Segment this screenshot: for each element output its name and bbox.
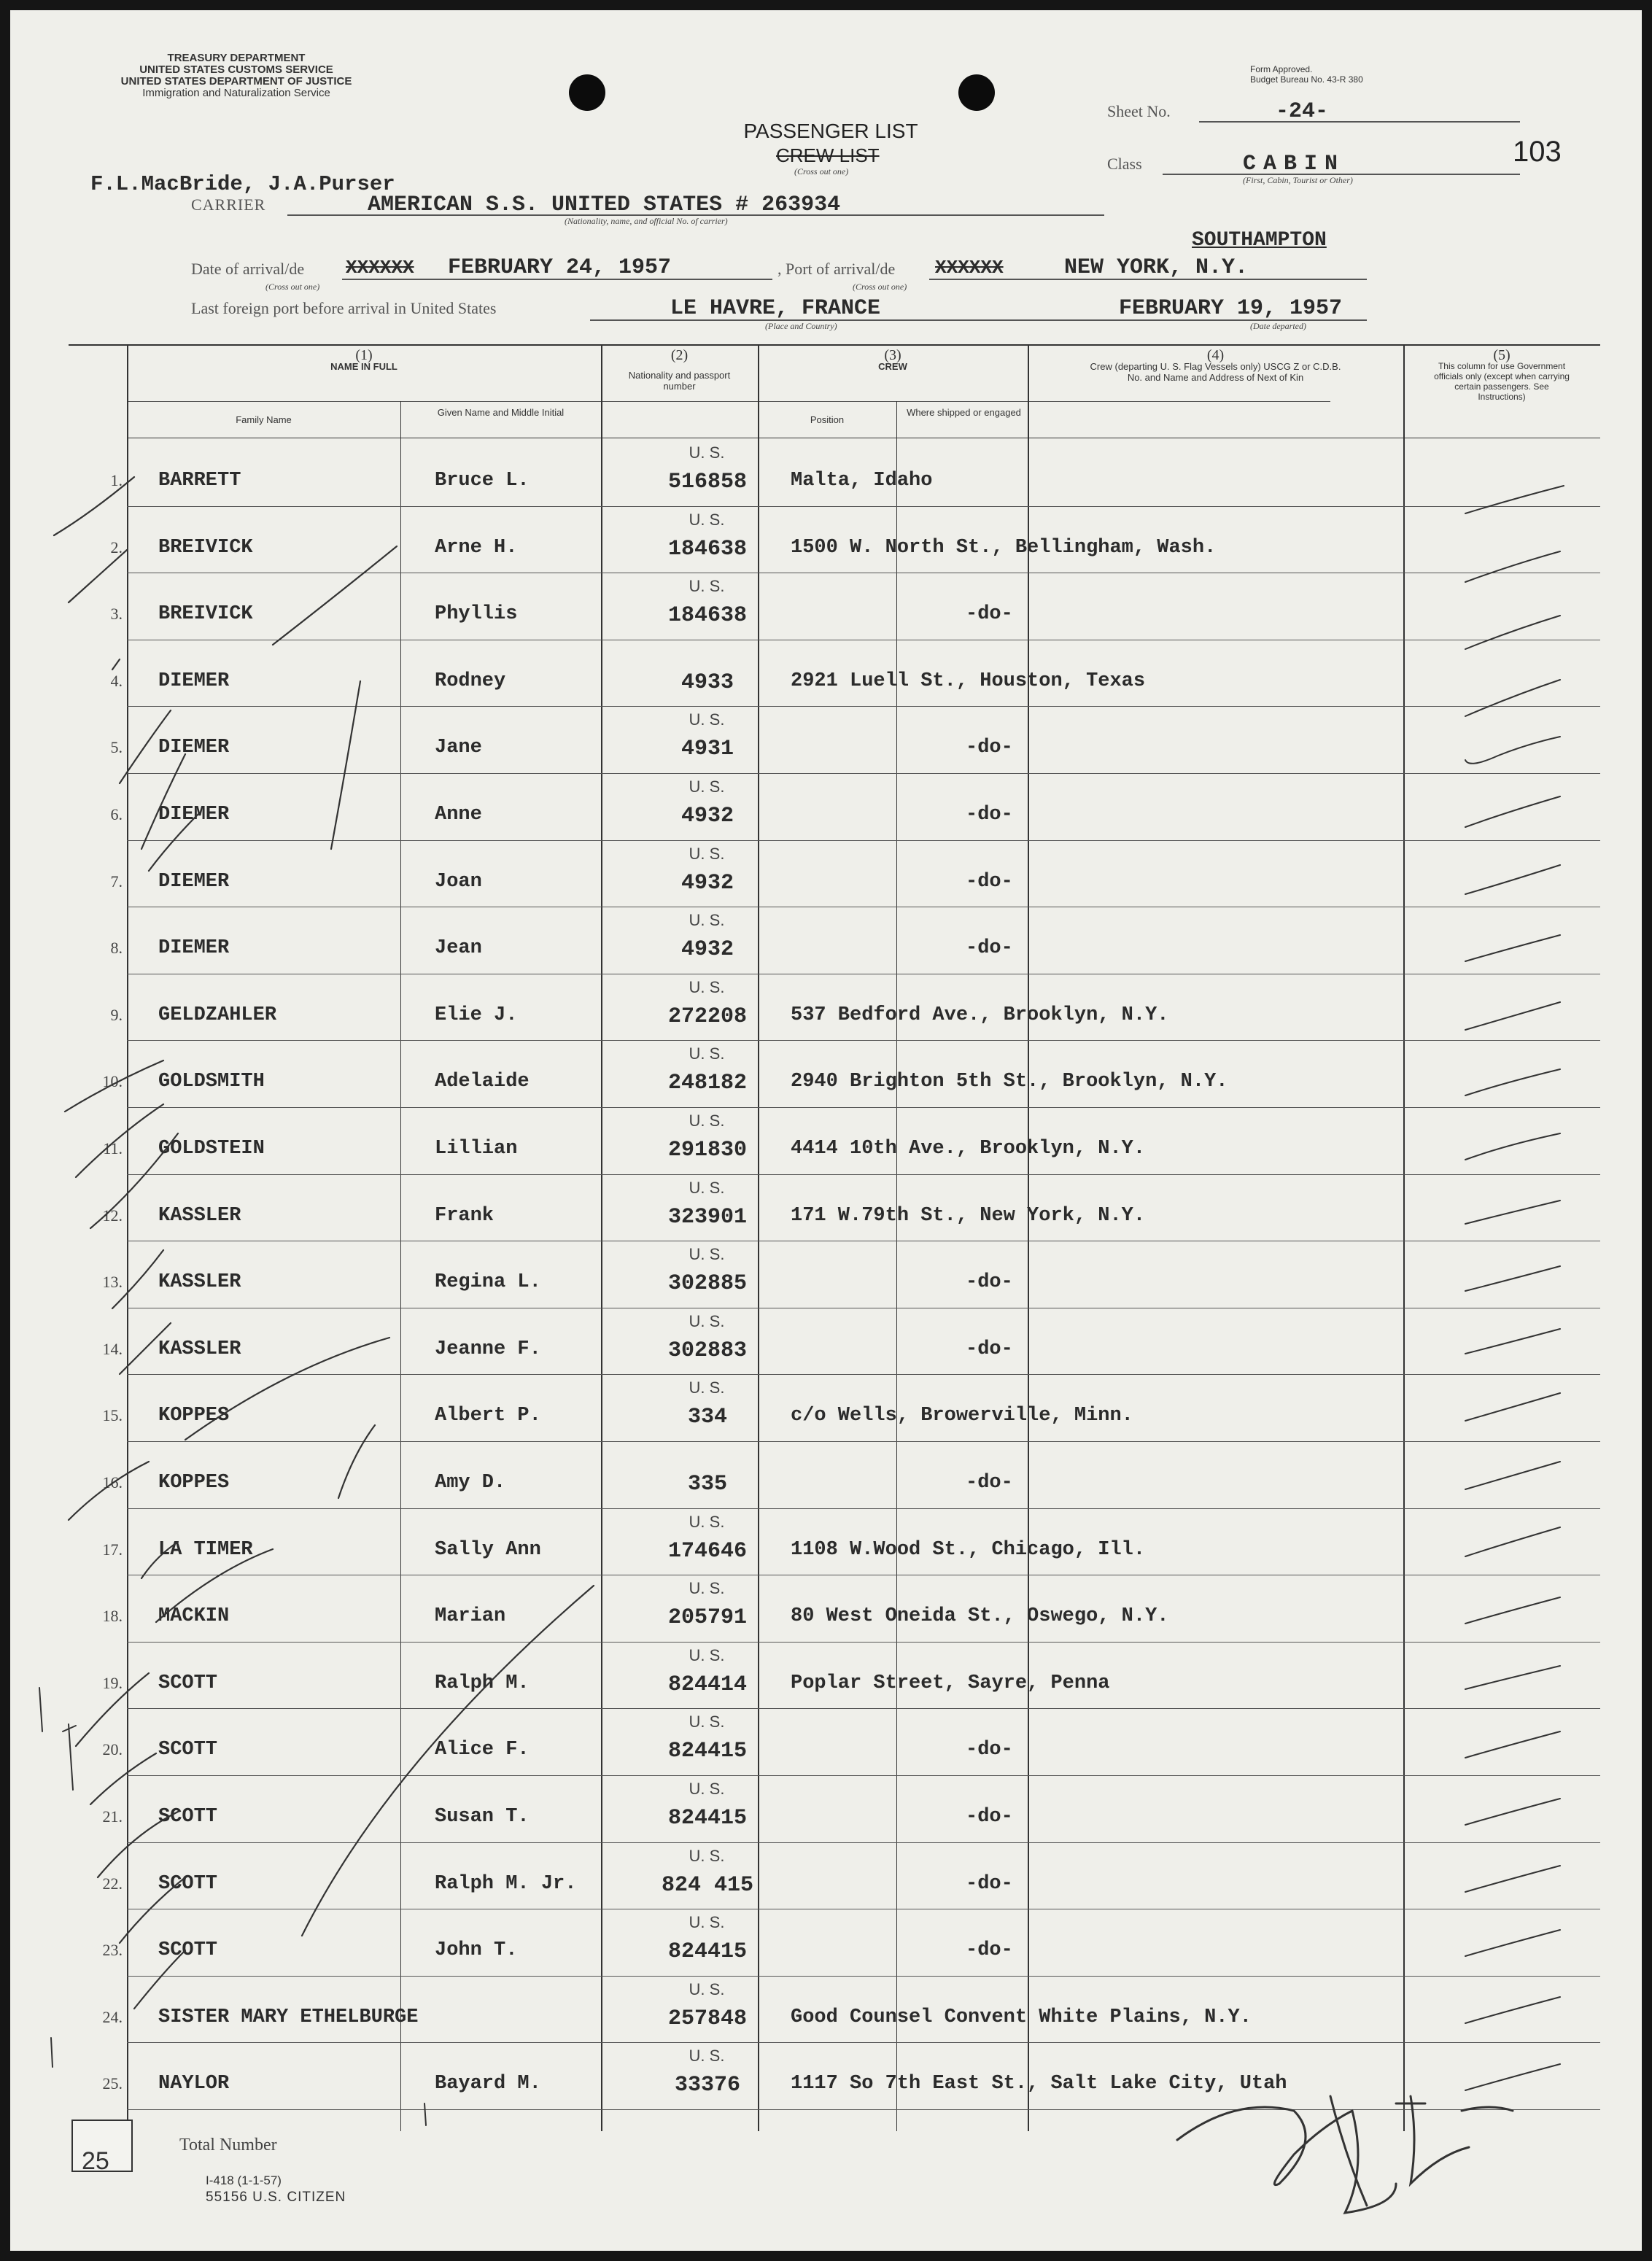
form-approved-text: Form Approved. <box>1250 64 1313 74</box>
row-number: 15. <box>102 1406 123 1425</box>
nationality-cell: U. S. <box>689 1178 725 1197</box>
passport-number-cell: 4932 <box>680 937 734 963</box>
southampton-stamp: SOUTHAMPTON <box>1192 229 1327 252</box>
ditto-cell: -do- <box>966 1271 1013 1294</box>
sheet-label: Sheet No. <box>1107 102 1171 120</box>
nationality-cell: U. S. <box>689 1713 725 1731</box>
date-departed-hint: (Date departed) <box>1250 321 1306 331</box>
passport-number-cell: 323901 <box>667 1204 748 1230</box>
nationality-cell: U. S. <box>689 710 725 729</box>
col5-number: (5) <box>1493 347 1511 363</box>
row-number: 23. <box>102 1941 123 1960</box>
col3-number: (3) <box>884 347 901 363</box>
nationality-cell: U. S. <box>689 1112 725 1130</box>
row-number: 25. <box>102 2074 123 2093</box>
family-name-cell: LA TIMER <box>158 1538 253 1561</box>
passport-number-cell: 824414 <box>667 1672 748 1697</box>
address-cell: 537 Bedford Ave., Brooklyn, N.Y. <box>791 1004 1169 1026</box>
col4-title: Crew (departing U. S. Flag Vessels only) USCG Z or C.D.B. No. and Name and Address of Next of Kin <box>1090 361 1341 383</box>
nationality-cell: U. S. <box>689 510 725 529</box>
family-name-cell: GOLDSTEIN <box>158 1138 265 1160</box>
family-name-cell: SCOTT <box>158 1872 218 1895</box>
passport-number-cell: 4932 <box>680 870 734 896</box>
given-name-cell: Ralph M. Jr. <box>435 1872 577 1895</box>
form-number: I-418 (1-1-57) <box>206 2173 282 2187</box>
ditto-cell: -do- <box>966 937 1013 960</box>
family-name-cell: GELDZAHLER <box>158 1004 277 1026</box>
nationality-cell: U. S. <box>689 911 725 930</box>
stamped-page-number: 103 <box>1513 136 1562 168</box>
family-name-cell: DIEMER <box>158 737 230 759</box>
row-number: 18. <box>102 1607 123 1626</box>
nationality-cell: U. S. <box>689 1846 725 1865</box>
port-of-arrival: NEW YORK, N.Y. <box>1064 255 1249 280</box>
port-struck: XXXXXX <box>935 257 1004 279</box>
family-name-cell: BREIVICK <box>158 603 253 626</box>
arrival-struck: XXXXXX <box>346 257 414 279</box>
address-cell: 80 West Oneida St., Oswego, N.Y. <box>791 1605 1169 1628</box>
given-name-cell: Rodney <box>435 670 506 692</box>
cross-out-hint-3: (Cross out one) <box>853 282 907 292</box>
ditto-cell: -do- <box>966 603 1013 626</box>
ditto-cell: -do- <box>966 737 1013 759</box>
row-number: 4. <box>110 671 123 690</box>
family-name-cell: BARRETT <box>158 470 241 492</box>
place-hint: (Place and Country) <box>765 321 837 331</box>
passport-number-cell: 257848 <box>667 2006 748 2031</box>
passport-number-cell: 33376 <box>674 2073 740 2098</box>
margin-ticks <box>39 1688 426 2125</box>
row-number: 14. <box>102 1339 123 1358</box>
row-number: 21. <box>102 1807 123 1826</box>
agency-line: UNITED STATES DEPARTMENT OF JUSTICE <box>120 75 352 88</box>
last-port-value: LE HAVRE, FRANCE <box>670 296 881 321</box>
passport-number-cell: 291830 <box>667 1138 748 1163</box>
passport-number-cell: 174646 <box>667 1538 748 1564</box>
given-name-cell: Bayard M. <box>435 2073 541 2095</box>
row-number: 5. <box>110 738 123 757</box>
family-name-cell: SISTER MARY ETHELBURGE <box>158 2006 419 2028</box>
passport-number-cell: 516858 <box>667 470 748 495</box>
given-name-cell: Jeanne F. <box>435 1338 541 1360</box>
passport-number-cell: 334 <box>687 1405 727 1430</box>
family-name-cell: BREIVICK <box>158 536 253 559</box>
row-number: 6. <box>110 805 123 823</box>
ditto-cell: -do- <box>966 1739 1013 1761</box>
family-name-cell: GOLDSMITH <box>158 1071 265 1093</box>
ditto-cell: -do- <box>966 1939 1013 1962</box>
passport-number-cell: 302883 <box>667 1338 748 1363</box>
given-name-cell: Elie J. <box>435 1004 518 1026</box>
address-cell: 1500 W. North St., Bellingham, Wash. <box>791 536 1217 559</box>
nationality-cell: U. S. <box>689 1645 725 1664</box>
row-number: 9. <box>110 1005 123 1024</box>
cross-out-hint: (Cross out one) <box>794 166 849 177</box>
passport-number-cell: 272208 <box>667 1004 748 1029</box>
family-name-cell: SCOTT <box>158 1739 218 1761</box>
given-name-cell: Susan T. <box>435 1806 530 1828</box>
given-name-cell: Albert P. <box>435 1405 541 1427</box>
agency-line: UNITED STATES CUSTOMS SERVICE <box>139 63 333 76</box>
nationality-cell: U. S. <box>689 2047 725 2066</box>
col1-number: (1) <box>355 347 373 363</box>
last-port-label: Last foreign port before arrival in United States <box>191 299 497 317</box>
nationality-cell: U. S. <box>689 777 725 796</box>
row-number: 22. <box>102 1874 123 1893</box>
departed-date: FEBRUARY 19, 1957 <box>1119 296 1343 321</box>
row-number: 8. <box>110 939 123 958</box>
row-number: 10. <box>102 1072 123 1091</box>
inspector-signature <box>1177 2096 1513 2213</box>
nationality-cell: U. S. <box>689 1579 725 1598</box>
page-title: PASSENGER LIST <box>743 120 918 142</box>
form-code: 55156 U.S. CITIZEN <box>206 2190 346 2205</box>
cross-out-hint-2: (Cross out one) <box>265 282 320 292</box>
budget-bureau-text: Budget Bureau No. 43-R 380 <box>1250 74 1363 85</box>
nationality-cell: U. S. <box>689 1044 725 1063</box>
col2-title: Nationality and passport number <box>628 370 731 392</box>
address-cell: 1108 W.Wood St., Chicago, Ill. <box>791 1538 1146 1561</box>
address-cell: 2940 Brighton 5th St., Brooklyn, N.Y. <box>791 1071 1228 1093</box>
handwritten-marks <box>10 10 1642 2251</box>
address-cell: 4414 10th Ave., Brooklyn, N.Y. <box>791 1138 1146 1160</box>
address-cell: Good Counsel Convent White Plains, N.Y. <box>791 2006 1252 2028</box>
family-name-cell: SCOTT <box>158 1806 218 1828</box>
given-name-cell: Anne <box>435 804 482 826</box>
passport-number-cell: 4933 <box>680 670 734 695</box>
address-cell: 171 W.79th St., New York, N.Y. <box>791 1204 1146 1227</box>
given-name-cell: Jean <box>435 937 482 960</box>
given-name-cell: Ralph M. <box>435 1672 530 1694</box>
given-name-cell: Bruce L. <box>435 470 530 492</box>
where-shipped-header: Where shipped or engaged <box>907 407 1021 418</box>
passport-number-cell: 4932 <box>680 804 734 829</box>
col5-title: This column for use Government officials only (except when carrying certain passengers. See Instructions) <box>1434 361 1570 402</box>
address-cell: Poplar Street, Sayre, Penna <box>791 1672 1110 1694</box>
carrier-label: CARRIER <box>191 195 266 214</box>
address-cell: 2921 Luell St., Houston, Texas <box>791 670 1146 692</box>
passport-number-cell: 205791 <box>667 1605 748 1631</box>
nationality-cell: U. S. <box>689 577 725 596</box>
arrival-date: FEBRUARY 24, 1957 <box>448 255 672 280</box>
nationality-cell: U. S. <box>689 1378 725 1397</box>
given-name-cell: Joan <box>435 870 482 893</box>
col3-title: CREW <box>878 361 907 372</box>
nationality-cell: U. S. <box>689 1979 725 1998</box>
passenger-list-page <box>10 10 1642 2251</box>
passport-number-cell: 4931 <box>680 737 734 762</box>
total-value: 25 <box>82 2147 109 2175</box>
col2-number: (2) <box>670 347 689 363</box>
given-name-cell: Arne H. <box>435 536 518 559</box>
col1-title: NAME IN FULL <box>330 361 398 372</box>
family-name-cell: NAYLOR <box>158 2073 230 2095</box>
total-label: Total Number <box>179 2136 277 2155</box>
family-name-cell: KASSLER <box>158 1338 241 1360</box>
port-label: , Port of arrival/de <box>777 260 896 278</box>
nationality-cell: U. S. <box>689 977 725 996</box>
given-name-cell: John T. <box>435 1939 518 1962</box>
nationality-cell: U. S. <box>689 1512 725 1531</box>
carrier-hint: (Nationality, name, and official No. of carrier) <box>565 216 728 226</box>
address-cell: Malta, Idaho <box>791 470 933 492</box>
class-value: CABIN <box>1243 152 1346 177</box>
nationality-cell: U. S. <box>689 844 725 863</box>
row-number: 16. <box>102 1473 123 1492</box>
given-name-header: Given Name and Middle Initial <box>437 407 565 418</box>
row-number: 11. <box>103 1139 123 1157</box>
family-name-cell: KASSLER <box>158 1271 241 1294</box>
carrier-value: AMERICAN S.S. UNITED STATES # 263934 <box>368 193 841 217</box>
passport-number-cell: 184638 <box>667 603 748 629</box>
family-name-cell: SCOTT <box>158 1672 218 1694</box>
arrival-label: Date of arrival/de <box>191 260 305 278</box>
nationality-cell: U. S. <box>689 1913 725 1932</box>
row-number: 13. <box>102 1273 123 1292</box>
given-name-cell: Lillian <box>435 1138 518 1160</box>
nationality-cell: U. S. <box>689 1780 725 1798</box>
given-name-cell: Sally Ann <box>435 1538 541 1561</box>
sheet-number: -24- <box>1276 99 1329 124</box>
family-name-cell: KOPPES <box>158 1472 230 1494</box>
given-name-cell: Jane <box>435 737 482 759</box>
nationality-cell: U. S. <box>689 1311 725 1330</box>
given-name-cell: Adelaide <box>435 1071 530 1093</box>
crew-list-struck: CREW LIST <box>776 144 880 166</box>
position-header: Position <box>810 414 845 425</box>
given-name-cell: Alice F. <box>435 1739 530 1761</box>
ditto-cell: -do- <box>966 1806 1013 1828</box>
agency-line: TREASURY DEPARTMENT <box>167 52 306 64</box>
nationality-cell: U. S. <box>689 1245 725 1264</box>
row-number: 7. <box>110 872 123 891</box>
row-number: 2. <box>110 538 123 556</box>
passport-number-cell: 335 <box>687 1472 727 1497</box>
family-name-cell: DIEMER <box>158 670 230 692</box>
given-name-cell: Regina L. <box>435 1271 541 1294</box>
agency-line: Immigration and Naturalization Service <box>142 87 330 99</box>
address-cell: 1117 So 7th East St., Salt Lake City, Utah <box>791 2073 1287 2095</box>
ditto-cell: -do- <box>966 1872 1013 1895</box>
given-name-cell: Frank <box>435 1204 495 1227</box>
family-name-cell: DIEMER <box>158 937 230 960</box>
total-box <box>71 2120 133 2175</box>
family-name-cell: SCOTT <box>158 1939 218 1962</box>
family-name-cell: MACKIN <box>158 1605 230 1628</box>
class-hint: (First, Cabin, Tourist or Other) <box>1243 175 1353 185</box>
passport-number-cell: 824415 <box>667 1739 748 1764</box>
family-name-cell: DIEMER <box>158 870 230 893</box>
family-name-cell: KOPPES <box>158 1405 230 1427</box>
family-name-cell: DIEMER <box>158 804 230 826</box>
nationality-cell: U. S. <box>689 443 725 462</box>
col4-number: (4) <box>1206 347 1225 363</box>
given-name-cell: Marian <box>435 1605 506 1628</box>
ditto-cell: -do- <box>966 804 1013 826</box>
row-number: 19. <box>102 1673 123 1692</box>
row-number: 12. <box>102 1206 123 1225</box>
row-number: 3. <box>110 605 123 624</box>
inspection-slashes-col1 <box>54 477 594 2009</box>
address-cell: c/o Wells, Browerville, Minn. <box>791 1405 1133 1427</box>
class-label: Class <box>1107 155 1142 173</box>
given-name-cell: Phyllis <box>435 603 518 626</box>
check-marks-col5 <box>1465 486 1564 2090</box>
passport-number-cell: 184638 <box>667 536 748 562</box>
row-number: 1. <box>110 471 123 489</box>
row-number: 17. <box>102 1540 123 1559</box>
passport-number-cell: 302885 <box>667 1271 748 1297</box>
row-number: 24. <box>102 2007 123 2026</box>
passport-number-cell: 824415 <box>667 1939 748 1965</box>
given-name-cell: Amy D. <box>435 1472 506 1494</box>
passport-number-cell: 824415 <box>667 1806 748 1831</box>
masters-names: F.L.MacBride, J.A.Purser <box>90 172 395 196</box>
family-name-cell: KASSLER <box>158 1204 241 1227</box>
ditto-cell: -do- <box>966 1338 1013 1360</box>
family-name-header: Family Name <box>236 414 292 425</box>
ditto-cell: -do- <box>966 870 1013 893</box>
passport-number-cell: 824 415 <box>661 1872 754 1898</box>
passport-number-cell: 248182 <box>667 1071 748 1096</box>
row-number: 20. <box>102 1740 123 1759</box>
ditto-cell: -do- <box>966 1472 1013 1494</box>
